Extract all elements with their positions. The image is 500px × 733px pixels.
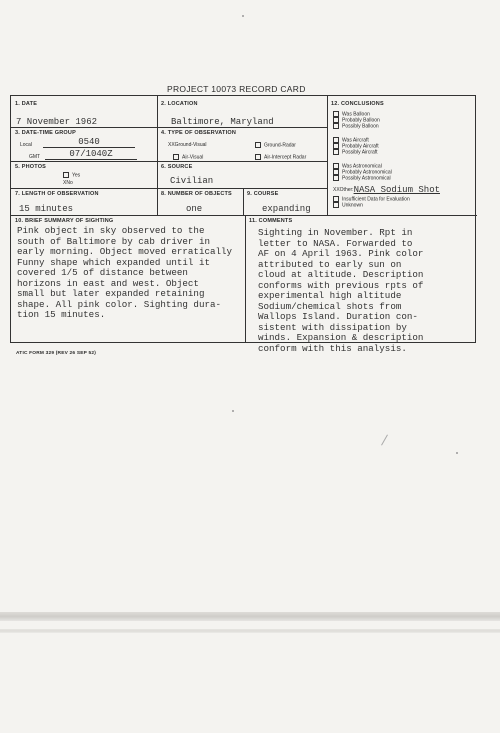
conclusion-text: Probably Balloon <box>342 117 380 124</box>
objects-value: one <box>186 204 203 214</box>
summary-text: Pink object in sky observed to the south of Baltimore by cab driver in early morning. Object moved erratically Funny shape which expanded until it covered 1/5 of distance between horizons in east and west. Object small but later expanded retaining shape. All pink color. Sighting dura- tion 15 minutes. <box>17 225 233 320</box>
date-label: 1. DATE <box>15 101 38 107</box>
checkbox-icon <box>255 142 261 148</box>
dtg-local-value: 0540 <box>43 137 135 148</box>
course-value: expanding <box>262 204 311 214</box>
location-cell <box>158 96 328 128</box>
photos-no: XNo <box>63 180 73 186</box>
type-air-intercept <box>255 154 306 160</box>
course-label: 9. COURSE <box>247 191 279 197</box>
type-label: 4. TYPE OF OBSERVATION <box>161 130 236 136</box>
scan-streak <box>0 629 500 633</box>
conclusion-other-value: NASA Sodium Shot <box>353 185 440 195</box>
speck <box>456 452 458 454</box>
dtg-gmt-value: 07/1040Z <box>45 149 137 160</box>
type-air-visual <box>173 154 203 160</box>
dtg-label: 3. DATE-TIME GROUP <box>15 130 76 136</box>
type-ground-visual: XXGround-Visual <box>168 142 207 148</box>
conclusion-other <box>333 186 440 193</box>
type-ground-radar-text: Ground-Radar <box>264 142 296 149</box>
conclusion-text: Possibly Astronomical <box>342 175 391 182</box>
checkbox-icon <box>333 202 339 208</box>
checkbox-icon <box>333 149 339 155</box>
pen-mark <box>381 435 388 446</box>
course-cell <box>244 189 328 216</box>
location-label: 2. LOCATION <box>161 101 198 107</box>
objects-label: 8. NUMBER OF OBJECTS <box>161 191 232 197</box>
type-cell <box>158 128 328 162</box>
dtg-cell <box>11 128 158 162</box>
photos-yes <box>63 172 80 178</box>
checkbox-icon <box>333 175 339 181</box>
conclusion-item <box>333 202 363 209</box>
conclusion-other-prefix: XXOther: <box>333 187 354 193</box>
checkbox-icon <box>255 154 261 160</box>
length-cell <box>11 189 158 216</box>
checkbox-icon <box>333 123 339 129</box>
summary-cell <box>11 216 246 342</box>
source-value: Civilian <box>170 176 214 186</box>
speck <box>232 410 234 412</box>
source-label: 6. SOURCE <box>161 164 193 170</box>
summary-label: 10. BRIEF SUMMARY OF SIGHTING <box>15 218 114 224</box>
comments-cell <box>246 216 477 354</box>
speck <box>242 15 244 17</box>
type-air-visual-text: Air-Visual <box>182 154 204 161</box>
conclusion-text: Was Balloon <box>342 111 370 118</box>
date-cell <box>11 96 158 128</box>
photos-cell <box>11 162 158 189</box>
comments-text: Sighting in November. Rpt in letter to NASA. Forwarded to AF on 4 April 1963. Pink color attributed to early sun on cloud at altitude. Description conforms with previous rpts of experimental high altitude Sodium/chemical shots from Wallops Island. Duration con- sistent with dissipation by winds. Expansion & description conform with this analysis. <box>258 227 424 354</box>
checkbox-icon <box>173 154 179 160</box>
form-footer: ATIC FORM 329 (REV 26 SEP 52) <box>16 351 96 356</box>
conclusions-cell <box>328 96 477 216</box>
length-value: 15 minutes <box>19 204 74 214</box>
length-label: 7. LENGTH OF OBSERVATION <box>15 191 99 197</box>
date-value: 7 November 1962 <box>16 117 146 128</box>
dtg-local-label: Local <box>20 142 32 148</box>
conclusion-text: Possibly Aircraft <box>342 149 378 156</box>
conclusion-text: Probably Astronomical <box>342 169 392 176</box>
photos-label: 5. PHOTOS <box>15 164 47 170</box>
photos-yes-text: Yes <box>72 172 81 179</box>
type-air-intercept-text: Air-Intercept Radar <box>264 154 307 161</box>
conclusion-text: Unknown <box>342 202 363 209</box>
dtg-gmt-label: GMT <box>29 154 41 160</box>
conclusion-item <box>333 175 391 182</box>
source-cell <box>158 162 328 189</box>
conclusion-text: Insufficient Data for Evaluation <box>342 196 410 203</box>
conclusion-item <box>333 123 379 130</box>
comments-label: 11. COMMENTS <box>249 218 293 224</box>
conclusion-text: Possibly Balloon <box>342 123 379 130</box>
type-ground-radar <box>255 142 296 148</box>
conclusion-text: Was Aircraft <box>342 137 369 144</box>
scan-streak <box>0 612 500 621</box>
objects-cell <box>158 189 244 216</box>
card-title: PROJECT 10073 RECORD CARD <box>167 84 306 94</box>
conclusion-text: Was Astronomical <box>342 163 382 170</box>
conclusion-text: Probably Aircraft <box>342 143 379 150</box>
conclusion-item <box>333 149 378 156</box>
checkbox-icon <box>63 172 69 178</box>
conclusions-label: 12. CONCLUSIONS <box>331 101 384 107</box>
location-value: Baltimore, Maryland <box>171 117 321 128</box>
